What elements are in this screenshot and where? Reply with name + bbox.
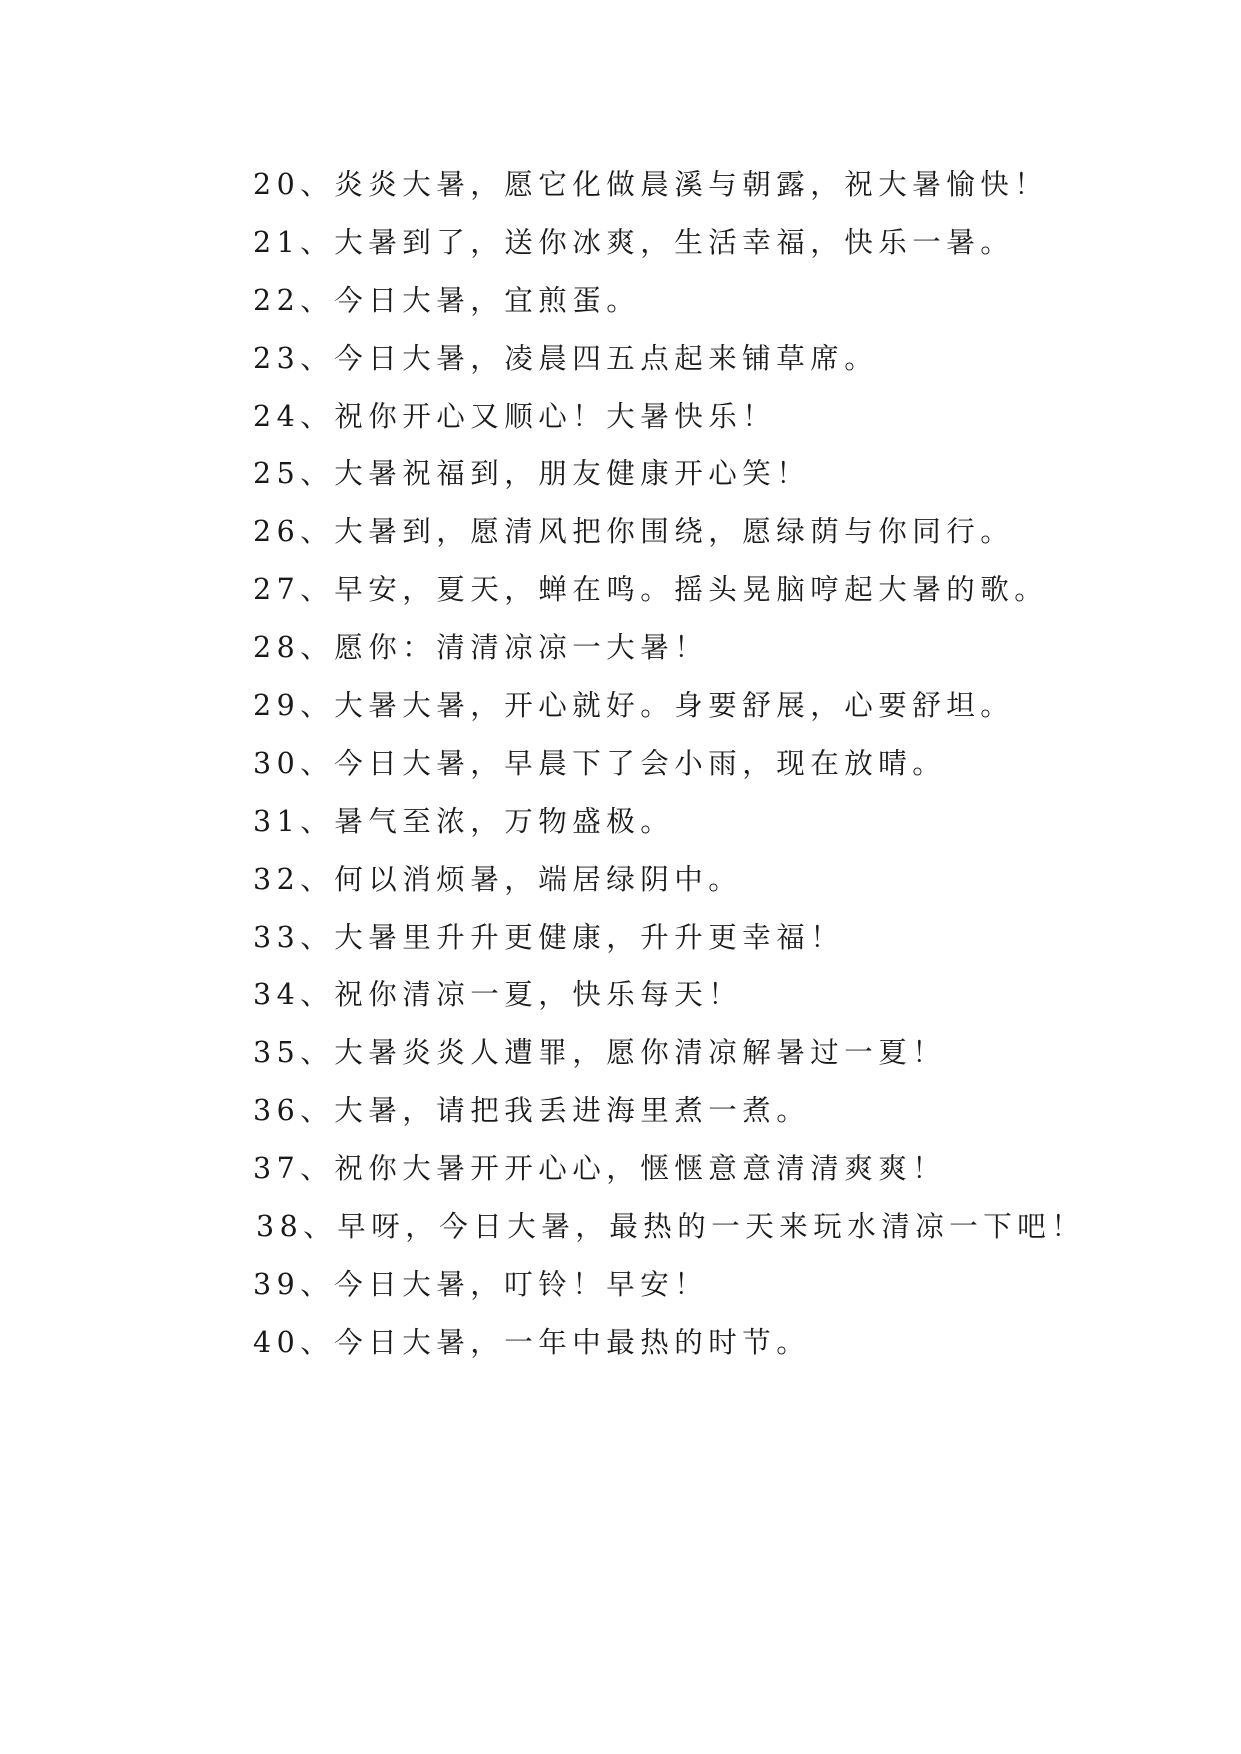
list-item: 35、大暑炎炎人遭罪，愿你清凉解暑过一夏！ xyxy=(253,1036,947,1070)
list-item: 37、祝你大暑开开心心，惬惬意意清清爽爽！ xyxy=(253,1152,947,1186)
list-item: 24、祝你开心又顺心！大暑快乐！ xyxy=(253,399,777,433)
list-item: 32、何以消烦暑，端居绿阴中。 xyxy=(253,862,743,896)
list-item: 31、暑气至浓，万物盛极。 xyxy=(253,804,675,838)
list-item: 36、大暑，请把我丢进海里煮一煮。 xyxy=(253,1094,811,1128)
list-item: 29、大暑大暑，开心就好。身要舒展，心要舒坦。 xyxy=(253,689,1015,723)
list-item: 23、今日大暑，凌晨四五点起来铺草席。 xyxy=(253,341,879,375)
list-item: 30、今日大暑，早晨下了会小雨，现在放晴。 xyxy=(253,746,947,780)
list-item: 20、炎炎大暑，愿它化做晨溪与朝露，祝大暑愉快！ xyxy=(253,168,1049,201)
list-item: 25、大暑祝福到，朋友健康开心笑！ xyxy=(253,457,811,491)
list-item: 39、今日大暑，叮铃！早安！ xyxy=(253,1267,709,1301)
list-item: 22、今日大暑，宜煎蛋。 xyxy=(253,283,641,317)
list-item: 40、今日大暑，一年中最热的时节。 xyxy=(253,1325,811,1359)
list-item: 26、大暑到，愿清风把你围绕，愿绿荫与你同行。 xyxy=(253,515,1015,549)
list-item: 38、早呀，今日大暑，最热的一天来玩水清凉一下吧！ xyxy=(256,1210,1086,1244)
list-item: 27、早安，夏天，蝉在鸣。摇头晃脑哼起大暑的歌。 xyxy=(253,573,1049,607)
list-item: 21、大暑到了，送你冰爽，生活幸福，快乐一暑。 xyxy=(253,225,1015,259)
list-item: 33、大暑里升升更健康，升升更幸福！ xyxy=(253,920,845,954)
greeting-list xyxy=(253,156,1085,1372)
list-item: 28、愿你：清清凉凉一大暑！ xyxy=(253,631,709,665)
list-item: 34、祝你清凉一夏，快乐每天！ xyxy=(253,978,743,1012)
